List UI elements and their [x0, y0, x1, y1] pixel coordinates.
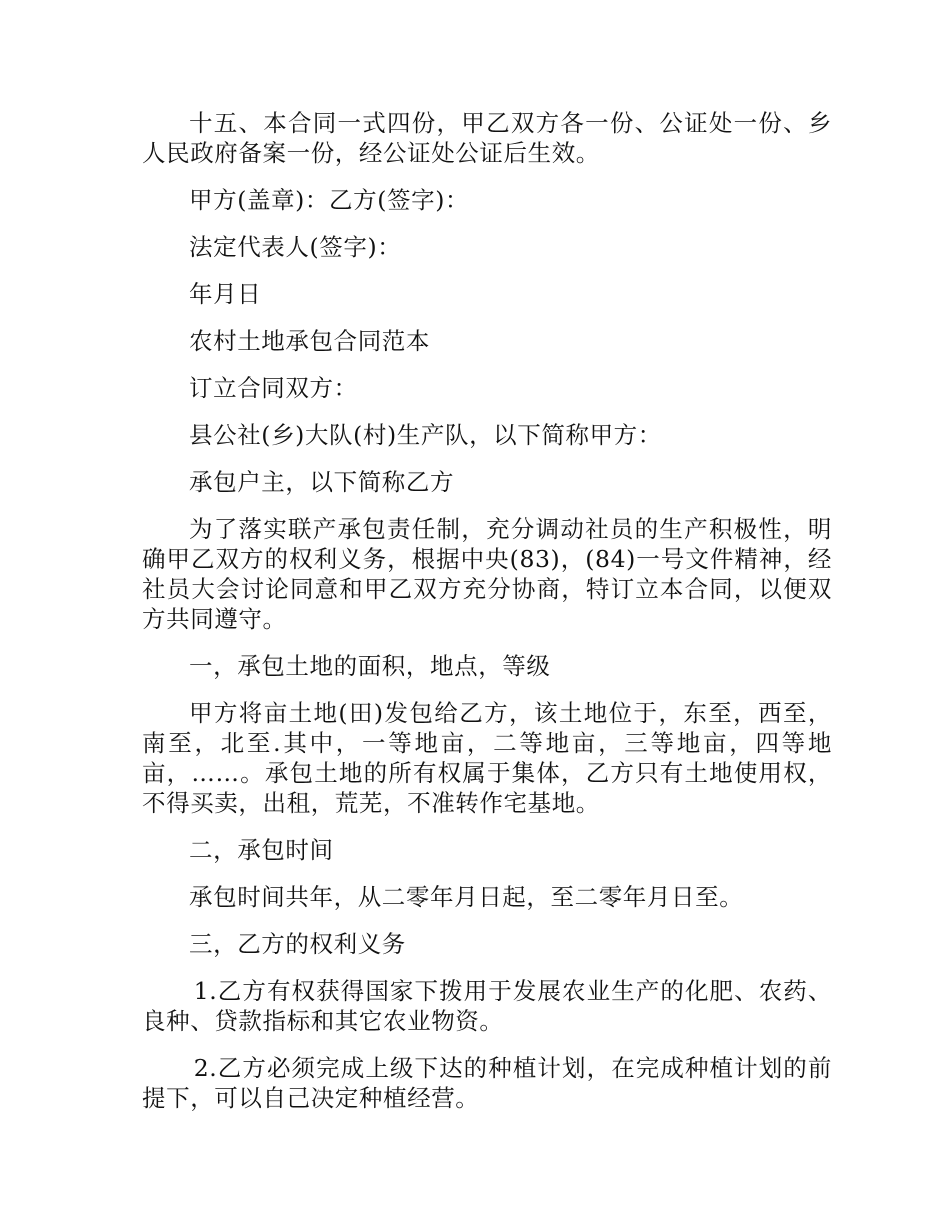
legal-representative-signature: 法定代表人(签字)： — [189, 233, 402, 261]
section-three-heading: 三，乙方的权利义务 — [189, 930, 406, 958]
section-one-body: 甲方将亩土地(田)发包给乙方，该土地位于，东至，西至，南至，北至.其中，一等地亩，二等地亩，三等地亩，四等地亩，……。承包土地的所有权属于集体，乙方只有土地使用权，不得买卖，出租，荒芜，不准转作宅基地。 — [142, 699, 832, 817]
preamble-paragraph: 为了落实联产承包责任制，充分调动社员的生产积极性，明确甲乙双方的权利义务，根据中央(83)，(84)一号文件精神，经社员大会讨论同意和甲乙双方充分协商，特订立本合同，以便双方共同遵守。 — [142, 515, 832, 633]
document-page — [142, 108, 832, 1130]
party-a-line: 县公社(乡)大队(村)生产队，以下简称甲方： — [189, 421, 662, 449]
signature-parties: 甲方(盖章)：乙方(签字)： — [189, 186, 470, 214]
date-line: 年月日 — [189, 280, 262, 308]
section-two-body: 承包时间共年，从二零年月日起，至二零年月日至。 — [189, 883, 744, 911]
contract-title: 农村土地承包合同范本 — [189, 327, 430, 355]
clause-fifteen: 十五、本合同一式四份，甲乙双方各一份、公证处一份、乡人民政府备案一份，经公证处公证后生效。 — [142, 109, 832, 167]
section-three-item-2: 2.乙方必须完成上级下达的种植计划，在完成种植计划的前提下，可以自己决定种植经营。 — [142, 1054, 832, 1112]
contracting-parties-heading: 订立合同双方： — [189, 374, 358, 402]
section-two-heading: 二，承包时间 — [189, 836, 334, 864]
section-one-heading: 一，承包土地的面积，地点，等级 — [189, 652, 551, 680]
section-three-item-1: 1.乙方有权获得国家下拨用于发展农业生产的化肥、农药、良种、贷款指标和其它农业物资。 — [142, 977, 832, 1035]
party-b-line: 承包户主，以下简称乙方 — [189, 468, 455, 496]
